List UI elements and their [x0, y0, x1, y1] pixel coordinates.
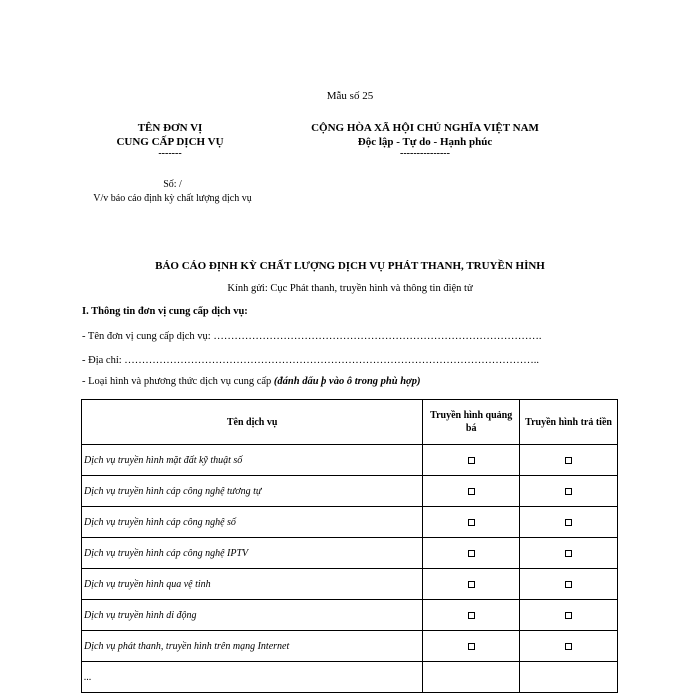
pay-checkbox[interactable]	[565, 488, 572, 495]
org-divider: -------	[158, 148, 182, 159]
report-title: BÁO CÁO ĐỊNH KỲ CHẤT LƯỢNG DỊCH VỤ PHÁT THANH, TRUYỀN HÌNH	[155, 260, 545, 272]
service-name: Dịch vụ truyền hình qua vệ tinh	[82, 569, 423, 600]
pay-cell	[520, 445, 618, 476]
broadcast-cell	[423, 538, 520, 569]
address-field: - Địa chỉ: ………………………………………………………………………………………………………..	[82, 355, 540, 366]
broadcast-checkbox[interactable]	[468, 457, 475, 464]
table-row	[82, 600, 618, 631]
form-number: Mẫu số 25	[326, 90, 374, 102]
broadcast-checkbox[interactable]	[468, 581, 475, 588]
broadcast-checkbox[interactable]	[468, 550, 475, 557]
organization-header	[70, 121, 270, 159]
addressee: Kính gửi: Cục Phát thanh, truyền hình và thông tin điện tử	[227, 283, 473, 294]
pay-cell	[520, 600, 618, 631]
table-row	[82, 631, 618, 662]
provider-name-field: - Tên đơn vị cung cấp dịch vụ: ………………………………………………………………………………….	[82, 331, 542, 342]
service-name: ...	[82, 662, 423, 693]
table-row	[82, 538, 618, 569]
document-subject: V/v báo cáo định kỳ chất lượng dịch vụ	[93, 193, 252, 204]
header-pay-tv: Truyền hình trả tiền	[520, 400, 618, 445]
pay-checkbox[interactable]	[565, 581, 572, 588]
broadcast-checkbox[interactable]	[468, 643, 475, 650]
document-reference	[85, 178, 260, 206]
pay-checkbox[interactable]	[565, 519, 572, 526]
broadcast-cell	[423, 662, 520, 693]
pay-checkbox[interactable]	[565, 612, 572, 619]
pay-cell	[520, 507, 618, 538]
service-name: Dịch vụ truyền hình di động	[82, 600, 423, 631]
header-service-name: Tên dịch vụ	[82, 400, 423, 445]
services-table	[81, 399, 618, 693]
pay-cell	[520, 631, 618, 662]
pay-checkbox[interactable]	[565, 550, 572, 557]
service-type-hint: (đánh dấu þ vào ô trong phù hợp)	[273, 376, 421, 387]
pay-cell	[520, 569, 618, 600]
service-name: Dịch vụ phát thanh, truyền hình trên mạng Internet	[82, 631, 423, 662]
broadcast-cell	[423, 445, 520, 476]
table-row	[82, 445, 618, 476]
broadcast-cell	[423, 600, 520, 631]
pay-cell	[520, 538, 618, 569]
broadcast-checkbox[interactable]	[468, 519, 475, 526]
broadcast-cell	[423, 631, 520, 662]
document-number: Số: /	[163, 179, 182, 190]
table-row	[82, 662, 618, 693]
service-name: Dịch vụ truyền hình cáp công nghệ tương tự	[82, 476, 423, 507]
service-type-label: - Loại hình và phương thức dịch vụ cung cấp	[82, 376, 274, 387]
nation-divider: ---------------	[400, 148, 450, 159]
pay-cell	[520, 476, 618, 507]
pay-cell	[520, 662, 618, 693]
broadcast-cell	[423, 569, 520, 600]
national-header	[290, 121, 560, 159]
broadcast-cell	[423, 507, 520, 538]
nation-name: CỘNG HÒA XÃ HỘI CHỦ NGHĨA VIỆT NAM	[311, 122, 539, 134]
org-name-line1: TÊN ĐƠN VỊ	[137, 122, 203, 134]
header-broadcast-tv: Truyền hình quảng bá	[423, 400, 520, 445]
table-row	[82, 507, 618, 538]
table-row	[82, 569, 618, 600]
broadcast-checkbox[interactable]	[468, 612, 475, 619]
service-type-line	[82, 376, 420, 387]
broadcast-cell	[423, 476, 520, 507]
pay-checkbox[interactable]	[565, 457, 572, 464]
table-header-row	[82, 400, 618, 445]
service-name: Dịch vụ truyền hình cáp công nghệ số	[82, 507, 423, 538]
broadcast-checkbox[interactable]	[468, 488, 475, 495]
org-name-line2: CUNG CẤP DỊCH VỤ	[116, 136, 224, 148]
table-row	[82, 476, 618, 507]
service-name: Dịch vụ truyền hình cáp công nghệ IPTV	[82, 538, 423, 569]
section-1-heading: I. Thông tin đơn vị cung cấp dịch vụ:	[82, 306, 248, 317]
pay-checkbox[interactable]	[565, 643, 572, 650]
service-name: Dịch vụ truyền hình mặt đất kỹ thuật số	[82, 445, 423, 476]
nation-motto: Độc lập - Tự do - Hạnh phúc	[357, 136, 493, 148]
